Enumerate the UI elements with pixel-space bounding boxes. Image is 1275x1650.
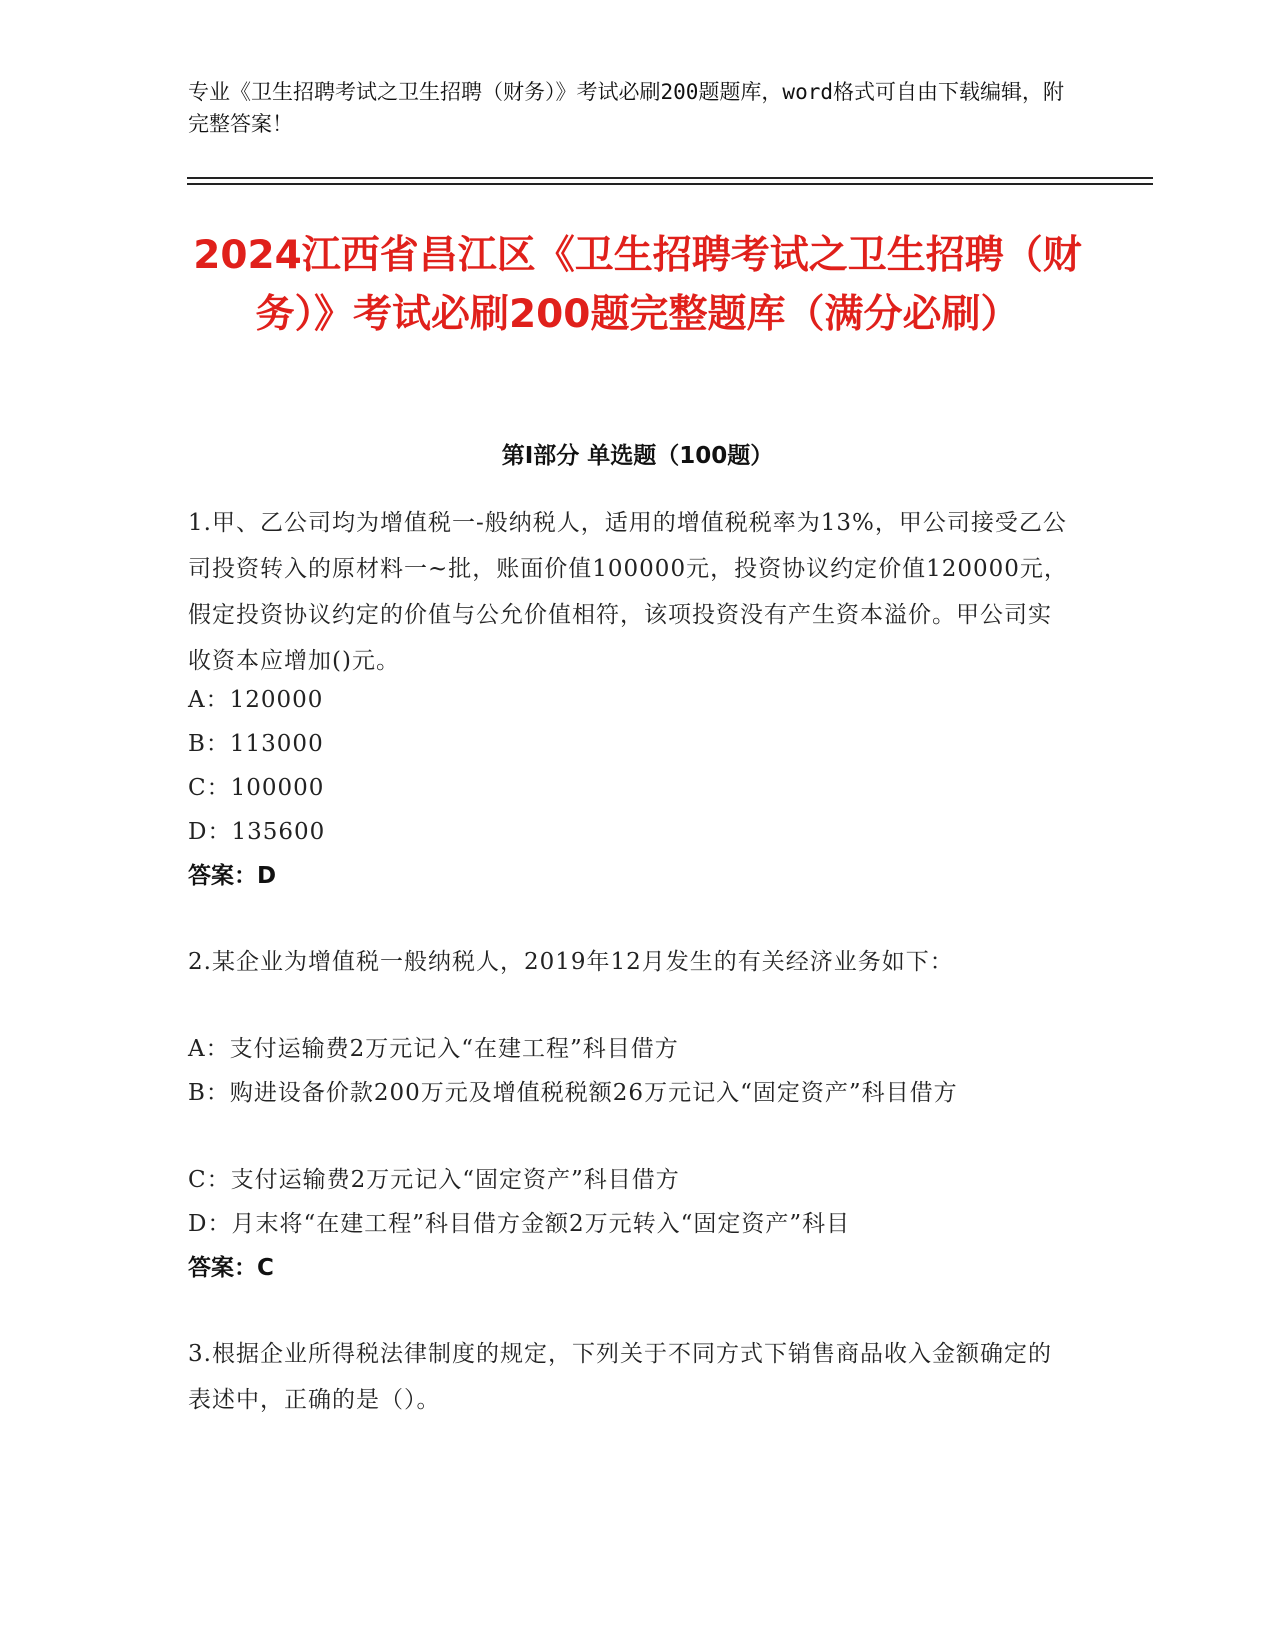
document-title: 2024江西省昌江区《卫生招聘考试之卫生招聘（财务）》考试必刷200题完整题库（满分必刷）	[193, 233, 1082, 337]
header-rule-top	[187, 177, 1153, 179]
question-1-option-b: B：113000	[188, 731, 324, 757]
section-heading: 第I部分 单选题（100题）	[501, 443, 774, 469]
question-1-option-c: C：100000	[188, 775, 325, 801]
question-2-option-b: B：购进设备价款200万元及增值税税额26万元记入“固定资产”科目借方	[188, 1080, 958, 1106]
question-2-option-d: D：月末将“在建工程”科目借方金额2万元转入“固定资产”科目	[188, 1211, 851, 1237]
question-2-option-a: A：支付运输费2万元记入“在建工程”科目借方	[188, 1036, 679, 1062]
header-rule-bottom	[187, 183, 1153, 185]
question-2-stem: 2.某企业为增值税一般纳税人，2019年12月发生的有关经济业务如下：	[188, 949, 954, 975]
question-1-option-d: D：135600	[188, 819, 326, 845]
question-3-stem: 3.根据企业所得税法律制度的规定，下列关于不同方式下销售商品收入金额确定的表述中，正确的是（）。	[188, 1341, 1052, 1413]
question-1-stem: 1.甲、乙公司均为增值税一-般纳税人，适用的增值税税率为13%，甲公司接受乙公司投资转入的原材料一~批，账面价值100000元，投资协议约定价值120000元，假定投资协议约定的价值与公允价值相符，该项投资没有产生资本溢价。甲公司实收资本应增加()元。	[188, 510, 1068, 674]
question-2-answer: 答案：C	[188, 1255, 274, 1281]
question-1-answer: 答案：D	[188, 863, 277, 889]
header-note: 专业《卫生招聘考试之卫生招聘（财务）》考试必刷200题题库，word格式可自由下载编辑，附完整答案！	[188, 80, 1064, 136]
question-2-option-c: C：支付运输费2万元记入“固定资产”科目借方	[188, 1167, 680, 1193]
question-1-option-a: A：120000	[188, 687, 324, 713]
